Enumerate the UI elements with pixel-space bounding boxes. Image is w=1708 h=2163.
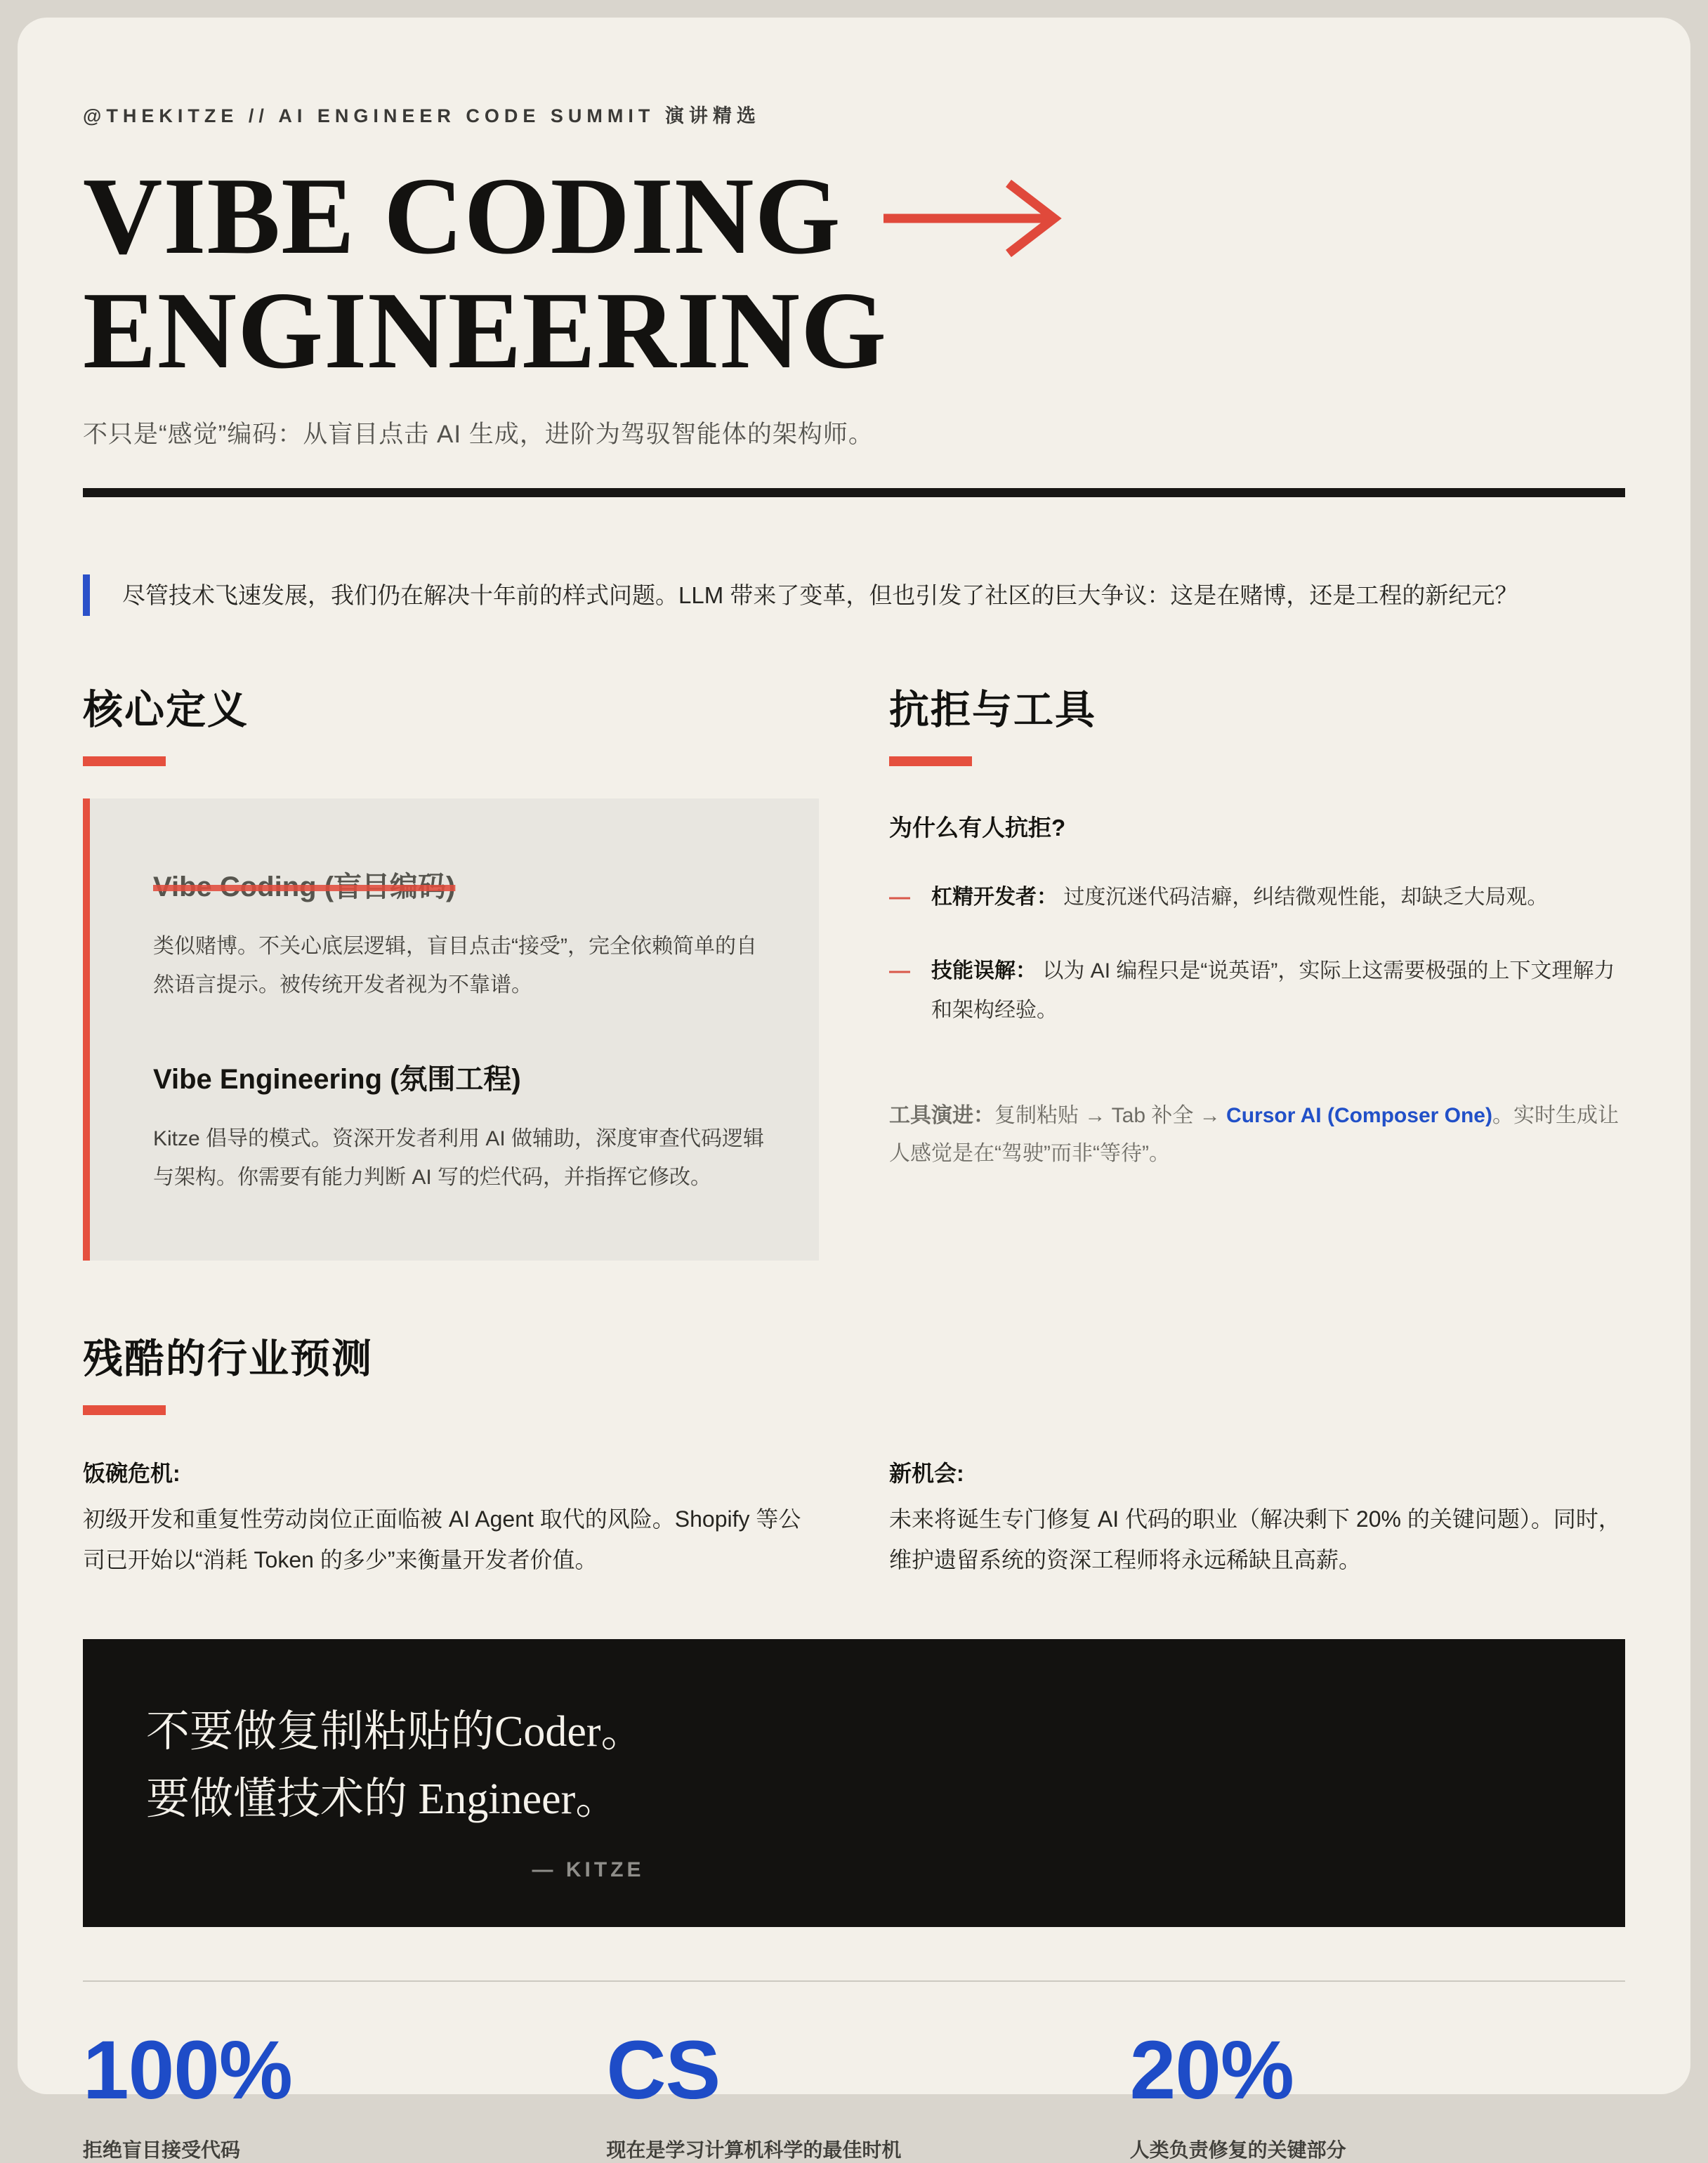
red-underline-bar: [83, 1405, 166, 1415]
vibe-engineering-title: Vibe Engineering (氛围工程): [153, 1063, 521, 1095]
subtitle: 不只是“感觉”编码：从盲目点击 AI 生成，进阶为驾驭智能体的架构师。: [83, 420, 874, 448]
cursor-ai-link[interactable]: Cursor AI (Composer One): [1226, 1104, 1492, 1128]
resistance-bullet-list: [889, 878, 1625, 1030]
job-crisis-label: 饭碗危机:: [83, 1460, 180, 1486]
new-opportunity-column: [889, 1456, 1625, 1580]
stat-value: 20%: [1129, 2024, 1294, 2117]
forecast-section: [83, 1327, 1625, 1415]
intro-quote: 尽管技术飞速发展，我们仍在解决十年前的样式问题。LLM 带来了变革，但也引发了社区的巨大争议：这是在赌博，还是工程的新纪元？: [83, 574, 1604, 616]
section-title-resistance-tools: 抗拒与工具: [889, 687, 1096, 732]
divider-rule: [83, 488, 1625, 497]
tool-evolution-label: 工具演进：: [889, 1104, 994, 1128]
title-line-1: [83, 154, 1625, 277]
title-text-vibe-coding: VIBE CODING: [83, 154, 841, 277]
new-opportunity-label: 新机会:: [889, 1460, 964, 1486]
stat-label: 人类负责修复的关键部分: [1129, 2139, 1346, 2162]
list-item: [889, 952, 1625, 1030]
core-definitions-column: [83, 678, 819, 1261]
title-text-engineering: ENGINEERING: [83, 269, 888, 392]
list-item-text: 杠精开发者： 过度沉迷代码洁癖，纠结微观性能，却缺乏大局观。: [931, 885, 1549, 909]
list-item: [889, 878, 1625, 917]
stats-row: [83, 2023, 1625, 2163]
poster-card: [18, 18, 1690, 2162]
quote-line-1: 不要做复制粘贴的Coder。: [146, 1708, 645, 1756]
kitze-quote-box: [83, 1639, 1625, 1927]
stat-label: 现在是学习计算机科学的最佳时机: [606, 2139, 902, 2162]
resistance-tools-column: [889, 678, 1625, 1261]
stat-item-20: [1130, 2023, 1625, 2163]
stat-label: 拒绝盲目接受代码: [83, 2139, 241, 2162]
red-underline-bar: [83, 756, 166, 766]
page-title: [83, 154, 1625, 392]
stat-item-cs: [606, 2023, 1101, 2163]
stat-value: 100%: [83, 2024, 292, 2117]
job-crisis-column: [83, 1456, 819, 1580]
vibe-engineering-description: Kitze 倡导的模式。资深开发者利用 AI 做辅助，深度审查代码逻辑与架构。你需要有能力判断 AI 写的烂代码，并指挥它修改。: [153, 1126, 765, 1190]
quote-attribution: — KITZE: [532, 1858, 645, 1882]
red-underline-bar: [889, 756, 972, 766]
stat-value: CS: [606, 2024, 721, 2117]
right-arrow-icon: [882, 175, 1070, 262]
vibe-coding-title: Vibe Coding (盲目编码): [153, 871, 456, 902]
tool-evolution-tail: 。实时生成让人感觉是在“驾驶”而非“等待”。: [889, 1104, 1619, 1166]
header-meta: @THEKITZE // AI ENGINEER CODE SUMMIT 演讲精选: [83, 105, 761, 126]
dash-bullet-icon: —: [889, 959, 910, 983]
tool-evolution-chain: 复制粘贴 → Tab 补全 →: [994, 1104, 1227, 1128]
vibe-coding-description: 类似赌博。不关心底层逻辑，盲目点击“接受”，完全依赖简单的自然语言提示。被传统开发者视为不靠谱。: [153, 934, 757, 997]
section-title-forecast: 残酷的行业预测: [83, 1336, 373, 1381]
forecast-columns: [83, 1456, 1625, 1580]
list-item-label: 杠精开发者：: [931, 885, 1058, 909]
definition-resistance-row: [83, 678, 1625, 1261]
stats-divider: [83, 1980, 1625, 1982]
quote-text-block: [146, 1698, 645, 1882]
stat-item-reject: [83, 2023, 578, 2163]
section-title-core-definitions: 核心定义: [83, 687, 249, 732]
job-crisis-body: 初级开发和重复性劳动岗位正面临被 AI Agent 取代的风险。Shopify 等公司已开始以“消耗 Token 的多少”来衡量开发者价值。: [83, 1506, 801, 1572]
tool-evolution-note: [889, 1097, 1620, 1173]
title-line-2: [83, 269, 1625, 392]
why-resist-subheading: 为什么有人抗拒?: [889, 814, 1066, 841]
dash-bullet-icon: —: [889, 885, 910, 909]
new-opportunity-body: 未来将诞生专门修复 AI 代码的职业（解决剩下 20% 的关键问题）。同时，维护遗留系统的资深工程师将永远稀缺且高薪。: [889, 1506, 1621, 1572]
definition-box: [83, 798, 819, 1261]
list-item-label: 技能误解：: [931, 959, 1037, 983]
list-item-text: 技能误解： 以为 AI 编程只是“说英语”，实际上这需要极强的上下文理解力和架构经验。: [931, 959, 1615, 1022]
quote-line-2: 要做懂技术的 Engineer。: [146, 1775, 619, 1824]
